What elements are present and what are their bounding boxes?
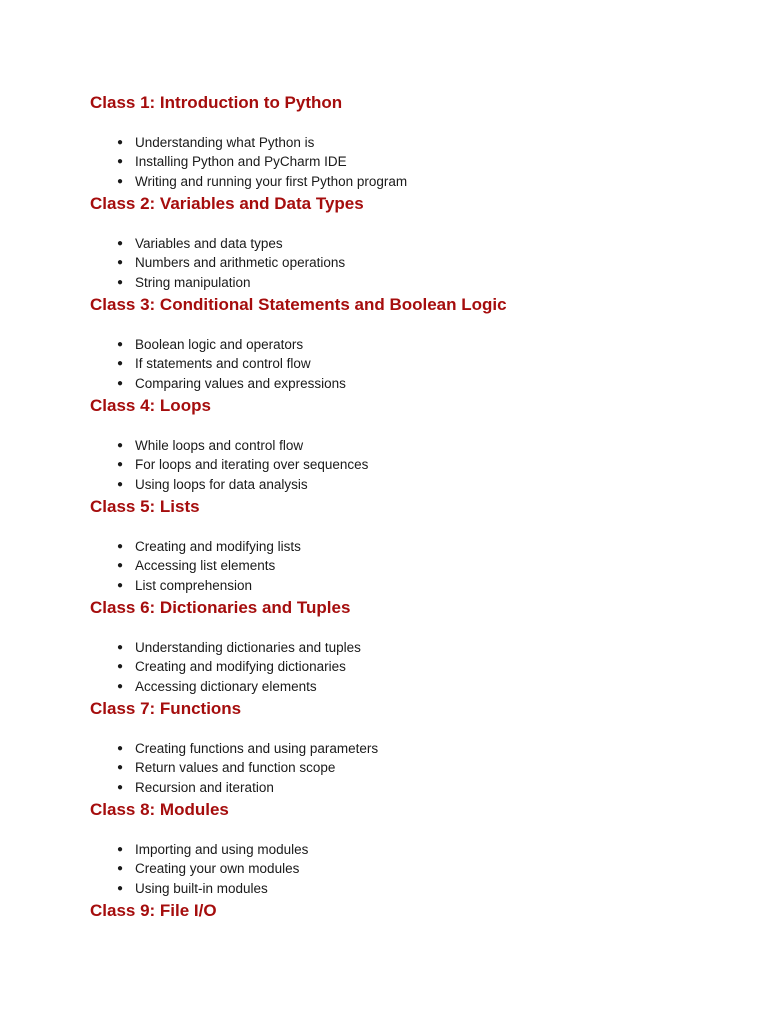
topic-text: Understanding dictionaries and tuples <box>135 640 361 655</box>
bullet-icon: ● <box>116 661 124 673</box>
topic-text: Importing and using modules <box>135 842 309 857</box>
bullet-icon: ● <box>116 541 124 552</box>
class-heading: Class 1: Introduction to Python <box>90 93 343 112</box>
topic-item <box>90 758 730 777</box>
bullet-icon: ● <box>116 440 124 451</box>
topic-list <box>90 840 730 898</box>
bullet-icon: ● <box>116 238 124 249</box>
topic-item <box>90 234 730 253</box>
class-heading: Class 7: Functions <box>90 699 242 718</box>
topic-text: Using built-in modules <box>135 880 268 896</box>
topic-list <box>90 234 730 292</box>
topic-text: While loops and control flow <box>135 438 304 453</box>
topic-item <box>90 556 730 575</box>
bullet-icon: ● <box>116 377 124 389</box>
topic-text: Writing and running your first Python program <box>135 173 408 189</box>
topic-text: Creating and modifying lists <box>135 539 301 554</box>
class-section-4 <box>90 394 730 495</box>
bullet-icon: ● <box>116 358 124 370</box>
topic-item <box>90 152 730 171</box>
topic-text: Using loops for data analysis <box>135 476 308 492</box>
topic-item <box>90 475 730 494</box>
bullet-icon: ● <box>116 743 124 754</box>
bullet-icon: ● <box>116 560 124 572</box>
bullet-icon: ● <box>116 156 124 168</box>
topic-text: Installing Python and PyCharm IDE <box>135 154 347 170</box>
class-section-6 <box>90 596 730 697</box>
topic-item <box>90 436 730 455</box>
class-heading: Class 2: Variables and Data Types <box>90 194 364 213</box>
bullet-icon: ● <box>116 680 124 692</box>
topic-text: Recursion and iteration <box>135 779 274 795</box>
topic-item <box>90 638 730 657</box>
topic-item <box>90 657 730 676</box>
class-section-3 <box>90 293 730 394</box>
syllabus-content <box>90 91 730 1000</box>
topic-text: Numbers and arithmetic operations <box>135 255 346 271</box>
topic-list <box>90 537 730 595</box>
topic-text: Accessing list elements <box>135 558 276 574</box>
topic-item <box>90 172 730 191</box>
class-section-7 <box>90 697 730 798</box>
class-heading: Class 5: Lists <box>90 497 200 516</box>
class-heading: Class 9: File I/O <box>90 901 217 920</box>
topic-text: If statements and control flow <box>135 356 311 372</box>
bullet-icon: ● <box>116 459 124 471</box>
class-section-5 <box>90 495 730 596</box>
bullet-icon: ● <box>116 478 124 490</box>
class-heading: Class 6: Dictionaries and Tuples <box>90 598 351 617</box>
topic-item <box>90 374 730 393</box>
topic-item <box>90 133 730 152</box>
topic-text: List comprehension <box>135 577 253 593</box>
topic-text: Creating functions and using parameters <box>135 741 379 756</box>
topic-item <box>90 778 730 797</box>
topic-item <box>90 537 730 556</box>
class-section-2 <box>90 192 730 293</box>
class-section-8 <box>90 798 730 899</box>
topic-item <box>90 335 730 354</box>
bullet-icon: ● <box>116 137 124 148</box>
bullet-icon: ● <box>116 781 124 793</box>
topic-text: Comparing values and expressions <box>135 375 346 391</box>
topic-text: String manipulation <box>135 274 251 290</box>
topic-text: Understanding what Python is <box>135 135 315 150</box>
topic-item <box>90 354 730 373</box>
topic-item <box>90 253 730 272</box>
bullet-icon: ● <box>116 762 124 774</box>
topic-item <box>90 455 730 474</box>
bullet-icon: ● <box>116 579 124 591</box>
topic-item <box>90 859 730 878</box>
class-heading: Class 3: Conditional Statements and Boolean Logic <box>90 295 507 314</box>
topic-text: Accessing dictionary elements <box>135 678 317 694</box>
bullet-icon: ● <box>116 175 124 187</box>
class-section-1 <box>90 91 730 192</box>
topic-list <box>90 638 730 696</box>
bullet-icon: ● <box>116 844 124 855</box>
bullet-icon: ● <box>116 863 124 875</box>
topic-item <box>90 677 730 696</box>
topic-list <box>90 335 730 393</box>
bullet-icon: ● <box>116 257 124 269</box>
topic-text: Creating your own modules <box>135 861 300 877</box>
class-section-9 <box>90 899 730 1000</box>
topic-text: For loops and iterating over sequences <box>135 457 369 473</box>
bullet-icon: ● <box>116 642 124 653</box>
topic-item <box>90 840 730 859</box>
topic-item <box>90 273 730 292</box>
bullet-icon: ● <box>116 882 124 894</box>
topic-list <box>90 436 730 494</box>
topic-text: Return values and function scope <box>135 760 336 776</box>
topic-list <box>90 739 730 797</box>
bullet-icon: ● <box>116 276 124 288</box>
topic-item <box>90 739 730 758</box>
topic-list <box>90 133 730 191</box>
topic-text: Creating and modifying dictionaries <box>135 659 346 675</box>
topic-item <box>90 879 730 898</box>
class-heading: Class 4: Loops <box>90 396 211 415</box>
topic-item <box>90 576 730 595</box>
topic-text: Variables and data types <box>135 236 283 251</box>
topic-text: Boolean logic and operators <box>135 337 304 352</box>
class-heading: Class 8: Modules <box>90 800 229 819</box>
bullet-icon: ● <box>116 339 124 350</box>
